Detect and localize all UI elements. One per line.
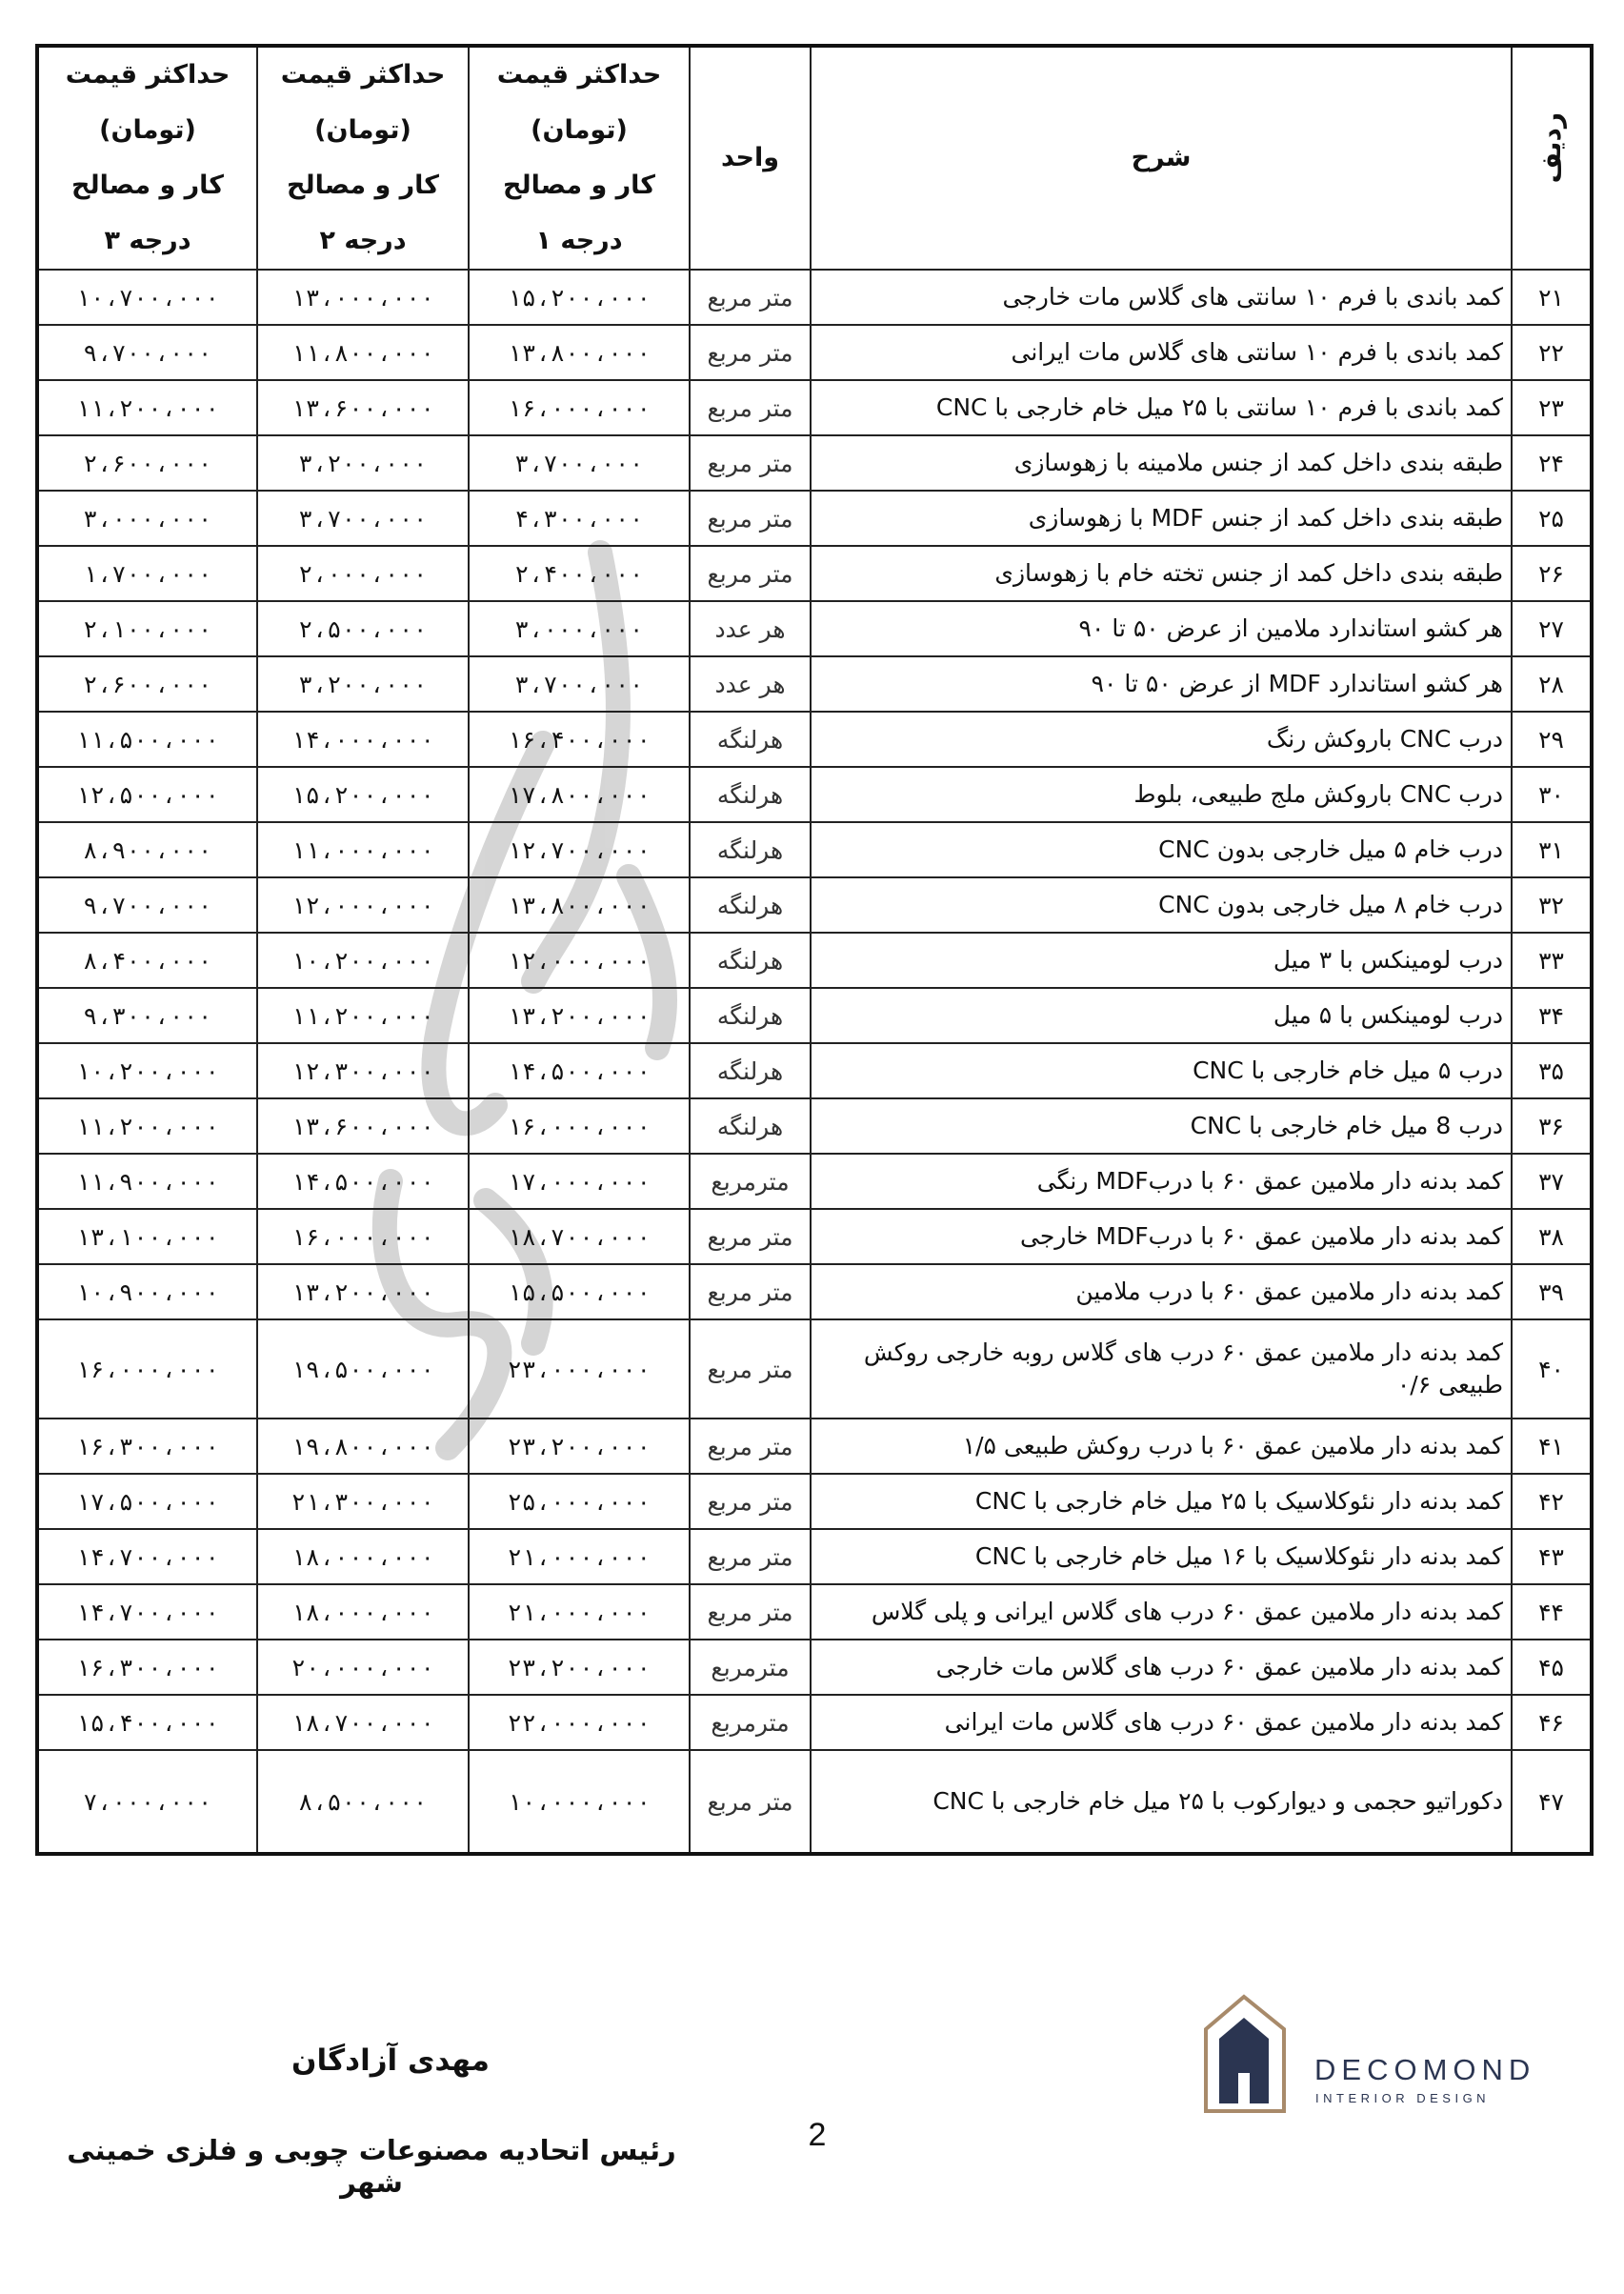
unit-cell: متر مربع	[690, 1529, 811, 1584]
unit-cell: متر مربع	[690, 1209, 811, 1264]
price-grade-3-cell: ۹،۳۰۰،۰۰۰	[37, 988, 257, 1043]
unit-cell: هرلنگه	[690, 988, 811, 1043]
description-cell: درب لومینکس با ۳ میل	[811, 933, 1512, 988]
price-grade-1-cell: ۲۲،۰۰۰،۰۰۰	[469, 1695, 690, 1750]
unit-cell: متر مربع	[690, 270, 811, 325]
table-row	[37, 933, 1592, 988]
table-row	[37, 767, 1592, 822]
price-grade-3-cell: ۱۶،۰۰۰،۰۰۰	[37, 1319, 257, 1419]
unit-cell: متر مربع	[690, 435, 811, 491]
table-row	[37, 988, 1592, 1043]
price-grade-1-cell: ۲۵،۰۰۰،۰۰۰	[469, 1474, 690, 1529]
price-grade-3-cell: ۲،۱۰۰،۰۰۰	[37, 601, 257, 656]
price-grade-3-cell: ۹،۷۰۰،۰۰۰	[37, 877, 257, 933]
price-grade-1-cell: ۱۳،۸۰۰،۰۰۰	[469, 325, 690, 380]
row-number-cell: ۴۶	[1512, 1695, 1592, 1750]
row-number-cell: ۲۸	[1512, 656, 1592, 712]
description-cell: کمد بدنه دار ملامین عمق ۶۰ با درب روکش طبیعی ۱/۵	[811, 1419, 1512, 1474]
price-grade-3-cell: ۱۰،۷۰۰،۰۰۰	[37, 270, 257, 325]
unit-cell: هرلنگه	[690, 822, 811, 877]
description-cell: کمد باندی با فرم ۱۰ سانتی های گلاس مات ایرانی	[811, 325, 1512, 380]
price-grade-2-cell: ۱۶،۰۰۰،۰۰۰	[257, 1209, 469, 1264]
unit-cell: هرلنگه	[690, 1098, 811, 1154]
description-cell: کمد بدنه دار ملامین عمق ۶۰ درب های گلاس مات خارجی	[811, 1640, 1512, 1695]
table-row	[37, 656, 1592, 712]
table-row	[37, 712, 1592, 767]
unit-cell: متر مربع	[690, 1419, 811, 1474]
price-grade-1-cell: ۱۵،۲۰۰،۰۰۰	[469, 270, 690, 325]
price-grade-1-cell: ۱۲،۰۰۰،۰۰۰	[469, 933, 690, 988]
description-cell: درب لومینکس با ۵ میل	[811, 988, 1512, 1043]
price-grade-3-cell: ۱۰،۲۰۰،۰۰۰	[37, 1043, 257, 1098]
price-grade-2-cell: ۲،۵۰۰،۰۰۰	[257, 601, 469, 656]
header-unit: واحد	[690, 46, 811, 270]
table-row	[37, 1319, 1592, 1419]
unit-cell: متر مربع	[690, 1474, 811, 1529]
price-grade-2-cell: ۱۸،۷۰۰،۰۰۰	[257, 1695, 469, 1750]
table-row	[37, 1640, 1592, 1695]
description-cell: کمد بدنه دار نئوکلاسیک با ۱۶ میل خام خارجی با CNC	[811, 1529, 1512, 1584]
unit-cell: مترمربع	[690, 1154, 811, 1209]
row-number-cell: ۴۲	[1512, 1474, 1592, 1529]
description-cell: درب خام ۵ میل خارجی بدون CNC	[811, 822, 1512, 877]
price-grade-2-cell: ۲۰،۰۰۰،۰۰۰	[257, 1640, 469, 1695]
description-cell: کمد باندی با فرم ۱۰ سانتی با ۲۵ میل خام خارجی با CNC	[811, 380, 1512, 435]
row-number-cell: ۴۳	[1512, 1529, 1592, 1584]
price-grade-1-cell: ۱۳،۲۰۰،۰۰۰	[469, 988, 690, 1043]
table-row	[37, 822, 1592, 877]
price-grade-2-cell: ۱۲،۳۰۰،۰۰۰	[257, 1043, 469, 1098]
price-grade-3-cell: ۸،۹۰۰،۰۰۰	[37, 822, 257, 877]
row-number-cell: ۲۶	[1512, 546, 1592, 601]
price-grade-3-cell: ۳،۰۰۰،۰۰۰	[37, 491, 257, 546]
unit-cell: متر مربع	[690, 491, 811, 546]
description-cell: کمد بدنه دار ملامین عمق ۶۰ درب های گلاس مات ایرانی	[811, 1695, 1512, 1750]
price-grade-2-cell: ۱۸،۰۰۰،۰۰۰	[257, 1529, 469, 1584]
price-grade-1-cell: ۳،۷۰۰،۰۰۰	[469, 435, 690, 491]
description-cell: درب ۵ میل خام خارجی با CNC	[811, 1043, 1512, 1098]
house-logo-icon	[1202, 1993, 1288, 2115]
signatory-title: رئیس اتحادیه مصنوعات چوبی و فلزی خمینی شهر	[67, 2134, 676, 2199]
description-cell: طبقه بندی داخل کمد از جنس تخته خام با زهوسازی	[811, 546, 1512, 601]
price-grade-2-cell: ۳،۲۰۰،۰۰۰	[257, 435, 469, 491]
row-number-cell: ۲۱	[1512, 270, 1592, 325]
row-number-cell: ۳۶	[1512, 1098, 1592, 1154]
table-row	[37, 1098, 1592, 1154]
table-row	[37, 1695, 1592, 1750]
price-grade-1-cell: ۱۸،۷۰۰،۰۰۰	[469, 1209, 690, 1264]
logo-tagline: INTERIOR DESIGN	[1315, 2091, 1491, 2105]
price-grade-1-cell: ۲۱،۰۰۰،۰۰۰	[469, 1584, 690, 1640]
row-number-cell: ۲۹	[1512, 712, 1592, 767]
description-cell: طبقه بندی داخل کمد از جنس MDF با زهوسازی	[811, 491, 1512, 546]
description-cell: کمد بدنه دار ملامین عمق ۶۰ با دربMDF رنگی	[811, 1154, 1512, 1209]
row-number-cell: ۲۵	[1512, 491, 1592, 546]
table-row	[37, 877, 1592, 933]
price-grade-2-cell: ۸،۵۰۰،۰۰۰	[257, 1750, 469, 1854]
price-grade-1-cell: ۲۱،۰۰۰،۰۰۰	[469, 1529, 690, 1584]
unit-cell: هرلنگه	[690, 712, 811, 767]
price-grade-3-cell: ۱،۷۰۰،۰۰۰	[37, 546, 257, 601]
table-row	[37, 1043, 1592, 1098]
price-grade-2-cell: ۲،۰۰۰،۰۰۰	[257, 546, 469, 601]
price-grade-3-cell: ۱۲،۵۰۰،۰۰۰	[37, 767, 257, 822]
price-grade-2-cell: ۱۹،۸۰۰،۰۰۰	[257, 1419, 469, 1474]
price-grade-2-cell: ۱۸،۰۰۰،۰۰۰	[257, 1584, 469, 1640]
row-number-cell: ۴۷	[1512, 1750, 1592, 1854]
price-grade-2-cell: ۱۳،۰۰۰،۰۰۰	[257, 270, 469, 325]
unit-cell: مترمربع	[690, 1640, 811, 1695]
price-grade-3-cell: ۱۱،۲۰۰،۰۰۰	[37, 380, 257, 435]
price-grade-1-cell: ۳،۰۰۰،۰۰۰	[469, 601, 690, 656]
price-grade-2-cell: ۱۱،۸۰۰،۰۰۰	[257, 325, 469, 380]
price-grade-3-cell: ۷،۰۰۰،۰۰۰	[37, 1750, 257, 1854]
table-row	[37, 1529, 1592, 1584]
price-grade-1-cell: ۱۷،۰۰۰،۰۰۰	[469, 1154, 690, 1209]
table-row	[37, 270, 1592, 325]
table-row	[37, 1209, 1592, 1264]
row-number-cell: ۲۲	[1512, 325, 1592, 380]
table-row	[37, 325, 1592, 380]
price-grade-2-cell: ۱۵،۲۰۰،۰۰۰	[257, 767, 469, 822]
header-price-grade-3: حداکثر قیمت (تومان) کار و مصالح درجه ۳	[37, 46, 257, 270]
table-header-row	[37, 46, 1592, 270]
price-grade-1-cell: ۲۳،۲۰۰،۰۰۰	[469, 1640, 690, 1695]
price-grade-2-cell: ۱۴،۵۰۰،۰۰۰	[257, 1154, 469, 1209]
price-grade-2-cell: ۱۱،۰۰۰،۰۰۰	[257, 822, 469, 877]
table-body	[37, 270, 1592, 1854]
table-row	[37, 1584, 1592, 1640]
price-grade-2-cell: ۳،۷۰۰،۰۰۰	[257, 491, 469, 546]
unit-cell: هرلنگه	[690, 767, 811, 822]
description-cell: دکوراتیو حجمی و دیوارکوب با ۲۵ میل خام خارجی با CNC	[811, 1750, 1512, 1854]
table-row	[37, 546, 1592, 601]
price-grade-2-cell: ۱۴،۰۰۰،۰۰۰	[257, 712, 469, 767]
row-number-cell: ۴۱	[1512, 1419, 1592, 1474]
price-grade-3-cell: ۱۱،۵۰۰،۰۰۰	[37, 712, 257, 767]
price-grade-1-cell: ۲۳،۲۰۰،۰۰۰	[469, 1419, 690, 1474]
price-grade-3-cell: ۱۴،۷۰۰،۰۰۰	[37, 1529, 257, 1584]
unit-cell: متر مربع	[690, 1264, 811, 1319]
price-grade-2-cell: ۱۳،۶۰۰،۰۰۰	[257, 1098, 469, 1154]
row-number-cell: ۴۰	[1512, 1319, 1592, 1419]
unit-cell: متر مربع	[690, 1319, 811, 1419]
row-number-cell: ۳۹	[1512, 1264, 1592, 1319]
unit-cell: هرلنگه	[690, 933, 811, 988]
price-grade-1-cell: ۱۶،۰۰۰،۰۰۰	[469, 1098, 690, 1154]
table-row	[37, 491, 1592, 546]
description-cell: طبقه بندی داخل کمد از جنس ملامینه با زهوسازی	[811, 435, 1512, 491]
price-grade-1-cell: ۳،۷۰۰،۰۰۰	[469, 656, 690, 712]
description-cell: کمد بدنه دار ملامین عمق ۶۰ درب های گلاس روبه خارجی روکش طبیعی ۰/۶	[811, 1319, 1512, 1419]
header-price-grade-2: حداکثر قیمت (تومان) کار و مصالح درجه ۲	[257, 46, 469, 270]
unit-cell: هر عدد	[690, 601, 811, 656]
header-row-number: ردیف	[1512, 46, 1592, 270]
table-row	[37, 1419, 1592, 1474]
description-cell: درب خام ۸ میل خارجی بدون CNC	[811, 877, 1512, 933]
price-grade-1-cell: ۱۷،۸۰۰،۰۰۰	[469, 767, 690, 822]
row-number-cell: ۳۸	[1512, 1209, 1592, 1264]
row-number-cell: ۳۱	[1512, 822, 1592, 877]
price-grade-3-cell: ۱۳،۱۰۰،۰۰۰	[37, 1209, 257, 1264]
unit-cell: مترمربع	[690, 1695, 811, 1750]
header-description: شرح	[811, 46, 1512, 270]
signatory-name: مهدی آزادگان	[291, 2043, 490, 2078]
row-number-cell: ۲۳	[1512, 380, 1592, 435]
row-number-cell: ۴۵	[1512, 1640, 1592, 1695]
price-grade-1-cell: ۲،۴۰۰،۰۰۰	[469, 546, 690, 601]
price-grade-1-cell: ۴،۳۰۰،۰۰۰	[469, 491, 690, 546]
row-number-cell: ۳۴	[1512, 988, 1592, 1043]
description-cell: کمد بدنه دار ملامین عمق ۶۰ با درب ملامین	[811, 1264, 1512, 1319]
price-grade-1-cell: ۲۳،۰۰۰،۰۰۰	[469, 1319, 690, 1419]
unit-cell: متر مربع	[690, 380, 811, 435]
description-cell: کمد بدنه دار ملامین عمق ۶۰ با دربMDF خارجی	[811, 1209, 1512, 1264]
unit-cell: متر مربع	[690, 1584, 811, 1640]
decomond-logo	[1202, 1993, 1602, 2117]
table-row	[37, 1474, 1592, 1529]
table-row	[37, 1154, 1592, 1209]
price-grade-3-cell: ۲،۶۰۰،۰۰۰	[37, 656, 257, 712]
table-row	[37, 1264, 1592, 1319]
price-grade-3-cell: ۱۱،۲۰۰،۰۰۰	[37, 1098, 257, 1154]
unit-cell: هرلنگه	[690, 1043, 811, 1098]
price-grade-3-cell: ۱۰،۹۰۰،۰۰۰	[37, 1264, 257, 1319]
row-number-cell: ۴۴	[1512, 1584, 1592, 1640]
price-grade-1-cell: ۱۰،۰۰۰،۰۰۰	[469, 1750, 690, 1854]
price-grade-2-cell: ۱۱،۲۰۰،۰۰۰	[257, 988, 469, 1043]
unit-cell: هرلنگه	[690, 877, 811, 933]
price-grade-3-cell: ۱۵،۴۰۰،۰۰۰	[37, 1695, 257, 1750]
description-cell: درب 8 میل خام خارجی با CNC	[811, 1098, 1512, 1154]
table-row	[37, 1750, 1592, 1854]
price-grade-2-cell: ۱۳،۶۰۰،۰۰۰	[257, 380, 469, 435]
row-number-cell: ۳۵	[1512, 1043, 1592, 1098]
row-number-cell: ۳۷	[1512, 1154, 1592, 1209]
table-row	[37, 601, 1592, 656]
price-grade-1-cell: ۱۲،۷۰۰،۰۰۰	[469, 822, 690, 877]
page-number: 2	[808, 2117, 827, 2153]
unit-cell: متر مربع	[690, 325, 811, 380]
description-cell: هر کشو استاندارد MDF از عرض ۵۰ تا ۹۰	[811, 656, 1512, 712]
price-grade-3-cell: ۱۶،۳۰۰،۰۰۰	[37, 1419, 257, 1474]
price-grade-2-cell: ۳،۲۰۰،۰۰۰	[257, 656, 469, 712]
price-grade-3-cell: ۲،۶۰۰،۰۰۰	[37, 435, 257, 491]
price-grade-2-cell: ۲۱،۳۰۰،۰۰۰	[257, 1474, 469, 1529]
description-cell: درب CNC باروکش رنگ	[811, 712, 1512, 767]
price-grade-2-cell: ۱۲،۰۰۰،۰۰۰	[257, 877, 469, 933]
row-number-cell: ۲۴	[1512, 435, 1592, 491]
price-grade-1-cell: ۱۶،۴۰۰،۰۰۰	[469, 712, 690, 767]
row-number-cell: ۳۰	[1512, 767, 1592, 822]
header-price-grade-1: حداکثر قیمت (تومان) کار و مصالح درجه ۱	[469, 46, 690, 270]
description-cell: کمد بدنه دار نئوکلاسیک با ۲۵ میل خام خارجی با CNC	[811, 1474, 1512, 1529]
price-grade-1-cell: ۱۴،۵۰۰،۰۰۰	[469, 1043, 690, 1098]
price-grade-3-cell: ۱۶،۳۰۰،۰۰۰	[37, 1640, 257, 1695]
description-cell: کمد بدنه دار ملامین عمق ۶۰ درب های گلاس ایرانی و پلی گلاس	[811, 1584, 1512, 1640]
price-grade-3-cell: ۱۷،۵۰۰،۰۰۰	[37, 1474, 257, 1529]
table-row	[37, 380, 1592, 435]
description-cell: هر کشو استاندارد ملامین از عرض ۵۰ تا ۹۰	[811, 601, 1512, 656]
unit-cell: متر مربع	[690, 546, 811, 601]
price-grade-3-cell: ۱۱،۹۰۰،۰۰۰	[37, 1154, 257, 1209]
price-grade-3-cell: ۱۴،۷۰۰،۰۰۰	[37, 1584, 257, 1640]
description-cell: درب CNC باروکش ملج طبیعی، بلوط	[811, 767, 1512, 822]
description-cell: کمد باندی با فرم ۱۰ سانتی های گلاس مات خارجی	[811, 270, 1512, 325]
price-grade-1-cell: ۱۵،۵۰۰،۰۰۰	[469, 1264, 690, 1319]
row-number-cell: ۳۲	[1512, 877, 1592, 933]
price-grade-3-cell: ۹،۷۰۰،۰۰۰	[37, 325, 257, 380]
price-grade-2-cell: ۱۹،۵۰۰،۰۰۰	[257, 1319, 469, 1419]
price-grade-1-cell: ۱۳،۸۰۰،۰۰۰	[469, 877, 690, 933]
price-grade-2-cell: ۱۰،۲۰۰،۰۰۰	[257, 933, 469, 988]
row-number-cell: ۳۳	[1512, 933, 1592, 988]
table-row	[37, 435, 1592, 491]
unit-cell: متر مربع	[690, 1750, 811, 1854]
price-grade-2-cell: ۱۳،۲۰۰،۰۰۰	[257, 1264, 469, 1319]
price-table	[35, 44, 1594, 1856]
price-grade-3-cell: ۸،۴۰۰،۰۰۰	[37, 933, 257, 988]
logo-name: DECOMOND	[1314, 2053, 1536, 2086]
unit-cell: هر عدد	[690, 656, 811, 712]
row-number-cell: ۲۷	[1512, 601, 1592, 656]
price-grade-1-cell: ۱۶،۰۰۰،۰۰۰	[469, 380, 690, 435]
